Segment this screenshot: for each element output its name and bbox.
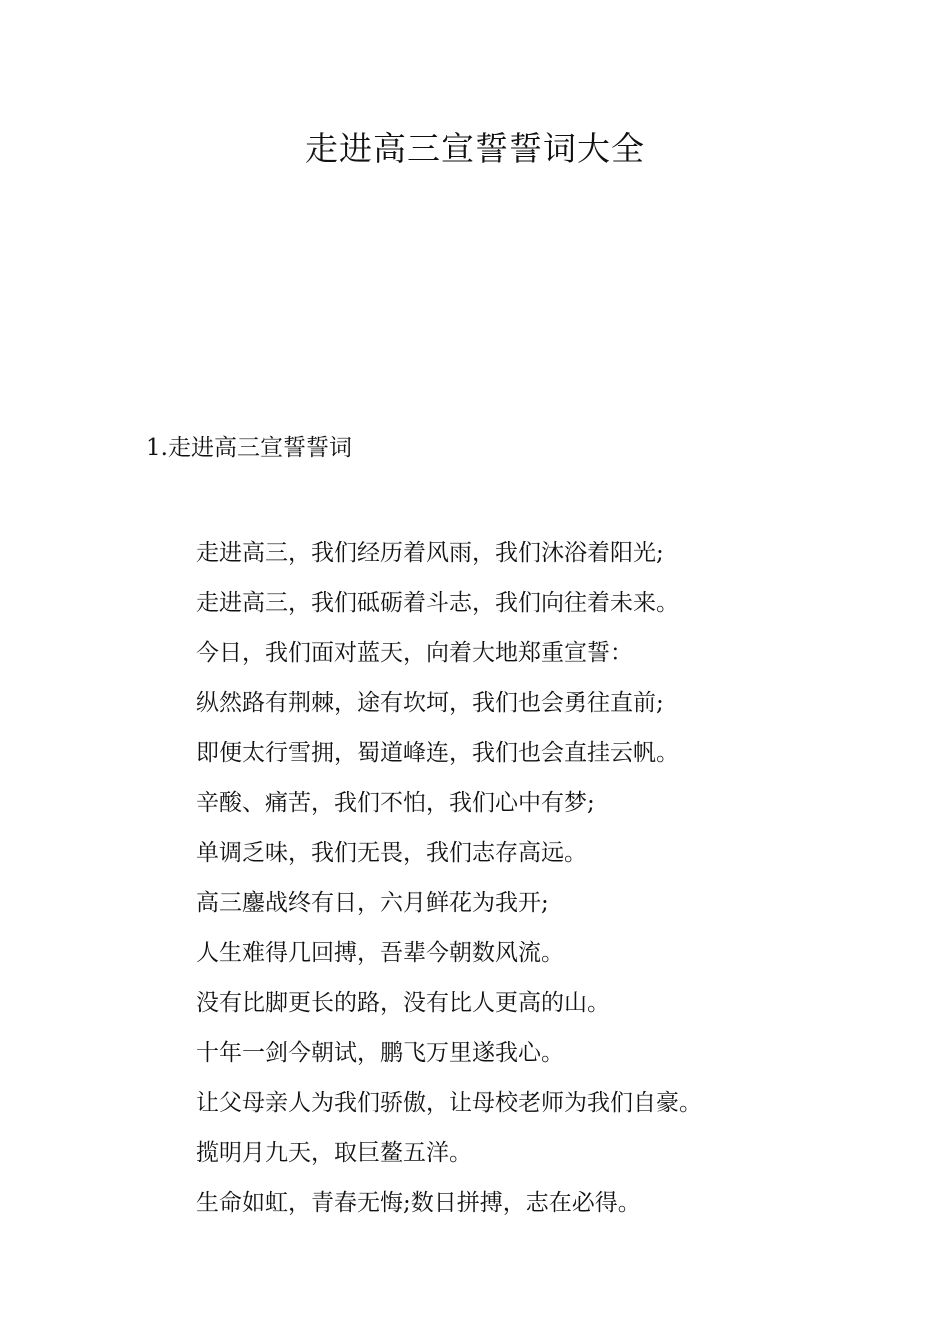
oath-line: 即便太行雪拥，蜀道峰连，我们也会直挂云帆。	[196, 740, 679, 766]
oath-line: 让父母亲人为我们骄傲，让母校老师为我们自豪。	[196, 1090, 702, 1116]
oath-line: 揽明月九天，取巨鳌五洋。	[196, 1140, 472, 1166]
section-heading: 1.走进高三宣誓誓词	[146, 435, 352, 461]
oath-text-block	[196, 528, 916, 1228]
oath-line: 没有比脚更长的路，没有比人更高的山。	[196, 990, 610, 1016]
oath-line: 今日，我们面对蓝天，向着大地郑重宣誓：	[196, 640, 633, 666]
oath-line: 辛酸、痛苦，我们不怕，我们心中有梦;	[196, 790, 595, 816]
oath-line: 人生难得几回搏，吾辈今朝数风流。	[196, 940, 564, 966]
oath-line: 纵然路有荆棘，途有坎坷，我们也会勇往直前;	[196, 690, 664, 716]
oath-line: 十年一剑今朝试，鹏飞万里遂我心。	[196, 1040, 564, 1066]
oath-line: 生命如虹，青春无悔;数日拼搏，志在必得。	[196, 1190, 641, 1216]
oath-line: 走进高三，我们砥砺着斗志，我们向往着未来。	[196, 590, 679, 616]
document-title: 走进高三宣誓誓词大全	[305, 129, 645, 168]
oath-line: 走进高三，我们经历着风雨，我们沐浴着阳光;	[196, 540, 664, 566]
oath-line: 高三鏖战终有日，六月鲜花为我开;	[196, 890, 549, 916]
oath-line: 单调乏味，我们无畏，我们志存高远。	[196, 840, 587, 866]
